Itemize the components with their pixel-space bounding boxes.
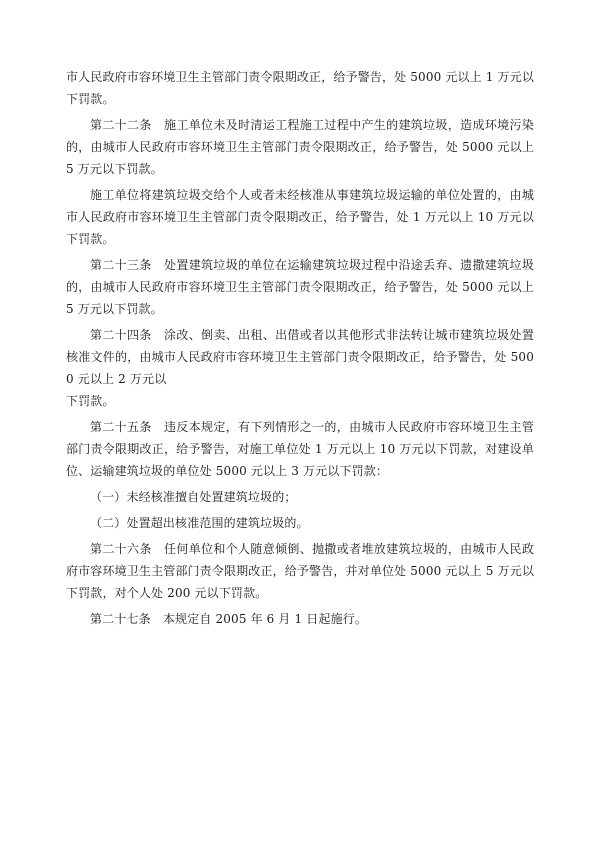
document-page [66, 66, 534, 634]
article-24-body: 第二十四条 涂改、倒卖、出租、出借或者以其他形式非法转让城市建筑垃圾处置核准文件的，由城市人民政府市容环境卫生主管部门责令限期改正，给予警告，处 5000 元以上 2 万元以 [66, 328, 534, 386]
article-27: 第二十七条 本规定自 2005 年 6 月 1 日起施行。 [90, 612, 368, 626]
paragraph-continued: 市人民政府市容环境卫生主管部门责令限期改正，给予警告，处 5000 元以上 1 万元以下罚款。 [66, 70, 534, 106]
article-26: 第二十六条 任何单位和个人随意倾倒、抛撒或者堆放建筑垃圾的，由城市人民政府市容环境卫生主管部门责令限期改正，给予警告，并对单位处 5000 元以上 5 万元以下罚款，对个人处 200 元以下罚款。 [66, 542, 534, 600]
article-25: 第二十五条 违反本规定，有下列情形之一的，由城市人民政府市容环境卫生主管部门责令限期改正，给予警告，对施工单位处 1 万元以上 10 万元以下罚款，对建设单位、运输建筑垃圾的单位处 5000 元以上 3 万元以下罚款： [66, 420, 534, 478]
article-22-clause-2: 施工单位将建筑垃圾交给个人或者未经核准从事建筑垃圾运输的单位处置的，由城市人民政府市容环境卫生主管部门责令限期改正，给予警告，处 1 万元以上 10 万元以下罚款。 [66, 188, 534, 246]
list-item-1: （一）未经核准擅自处置建筑垃圾的； [90, 490, 297, 504]
article-22: 第二十二条 施工单位未及时清运工程施工过程中产生的建筑垃圾，造成环境污染的，由城市人民政府市容环境卫生主管部门责令限期改正，给予警告，处 5000 元以上 5 万元以下罚款。 [66, 118, 534, 176]
article-24-tail: 下罚款。 [66, 394, 115, 408]
article-23: 第二十三条 处置建筑垃圾的单位在运输建筑垃圾过程中沿途丢弃、遗撒建筑垃圾的，由城市人民政府市容环境卫生主管部门责令限期改正，给予警告，处 5000 元以上 5 万元以下罚款。 [66, 258, 534, 316]
list-item-2: （二）处置超出核准范围的建筑垃圾的。 [90, 516, 309, 530]
article-24 [66, 324, 534, 412]
